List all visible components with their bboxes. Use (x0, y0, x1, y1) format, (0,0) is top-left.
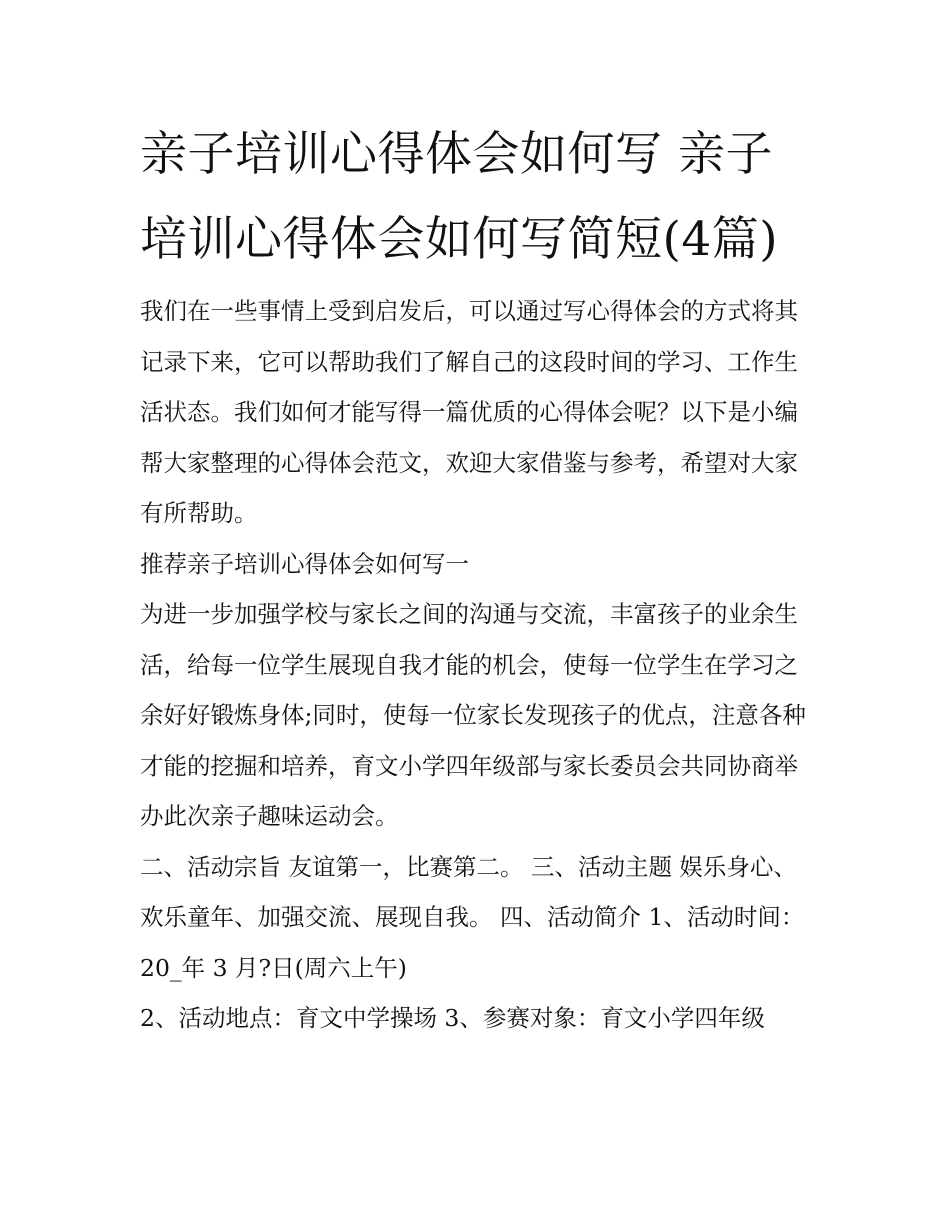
document-body (140, 286, 816, 1044)
body-paragraph-3: 2、活动地点：育文中学操场 3、参赛对象：育文小学四年级 (140, 1004, 765, 1032)
intro-paragraph: 我们在一些事情上受到启发后，可以通过写心得体会的方式将其记录下来，它可以帮助我们了解自己的这段时间的学习、工作生活状态。我们如何才能写得一篇优质的心得体会呢？以下是小编帮大家整理的心得体会范文，欢迎大家借鉴与参考，希望对大家有所帮助。 (140, 297, 798, 527)
body-paragraph-2: 二、活动宗旨 友谊第一，比赛第二。 三、活动主题 娱乐身心、欢乐童年、加强交流、展现自我。 四、活动简介 1、活动时间：20_年 3 月?日(周六上午) (140, 852, 805, 982)
body-paragraph-1: 为进一步加强学校与家长之间的沟通与交流，丰富孩子的业余生活，给每一位学生展现自我才能的机会，使每一位学生在学习之余好好锻炼身体;同时，使每一位家长发现孩子的优点，注意各种才能的挖掘和培养，育文小学四年级部与家长委员会共同协商举办此次亲子趣味运动会。 (140, 600, 806, 830)
document-title: 亲子培训心得体会如何写 亲子培训心得体会如何写简短(4篇) (140, 127, 779, 267)
document-page (140, 112, 816, 1044)
section-heading: 推荐亲子培训心得体会如何写一 (140, 549, 469, 578)
